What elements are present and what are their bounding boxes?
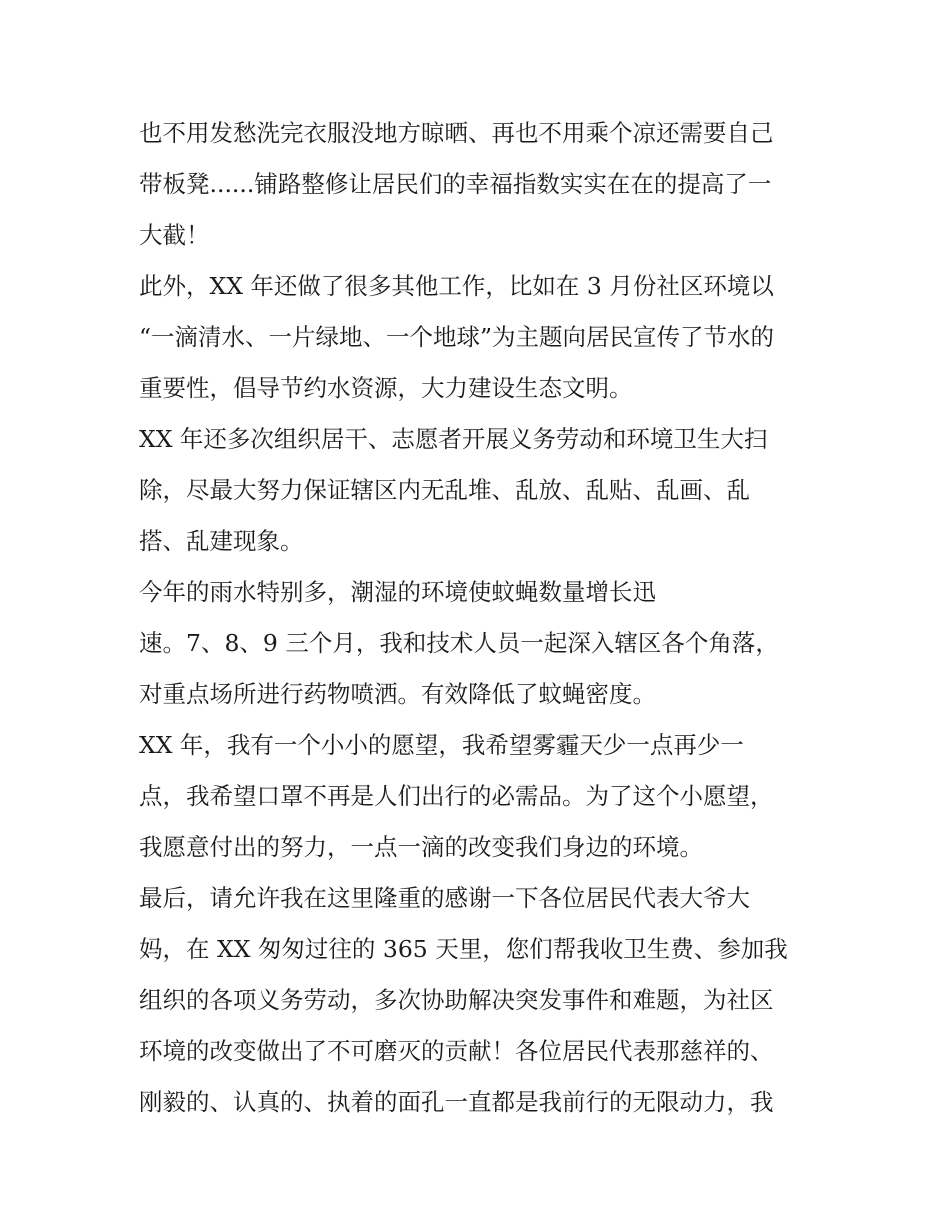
text-line: 点，我希望口罩不再是人们出行的必需品。为了这个小愿望，	[139, 782, 774, 810]
text-line: 刚毅的、认真的、执着的面孔一直都是我前行的无限动力，我	[139, 1088, 774, 1116]
text-line: 也不用发愁洗完衣服没地方晾晒、再也不用乘个凉还需要自己	[139, 119, 774, 147]
text-line: 速。7、8、9 三个月，我和技术人员一起深入辖区各个角落，	[139, 629, 779, 657]
text-line: 最后，请允许我在这里隆重的感谢一下各位居民代表大爷大	[139, 884, 750, 912]
text-line: 今年的雨水特别多，潮湿的环境使蚊蝇数量增长迅	[139, 578, 656, 606]
text-line: 妈，在 XX 匆匆过往的 365 天里，您们帮我收卫生费、参加我	[139, 935, 788, 963]
text-line: 带板凳......铺路整修让居民们的幸福指数实实在在的提高了一	[139, 170, 772, 198]
text-line: “一滴清水、一片绿地、一个地球”为主题向居民宣传了节水的	[139, 323, 775, 351]
text-line: 大截！	[139, 221, 210, 249]
text-line: 重要性，倡导节约水资源，大力建设生态文明。	[139, 374, 633, 402]
text-line: 对重点场所进行药物喷洒。有效降低了蚊蝇密度。	[139, 680, 656, 708]
text-line: 除，尽最大努力保证辖区内无乱堆、乱放、乱贴、乱画、乱	[139, 476, 750, 504]
text-line: 此外，XX 年还做了很多其他工作，比如在 3 月份社区环境以	[139, 272, 774, 300]
document-body	[139, 108, 819, 1128]
text-line: 环境的改变做出了不可磨灭的贡献！各位居民代表那慈祥的、	[139, 1037, 774, 1065]
text-line: 我愿意付出的努力，一点一滴的改变我们身边的环境。	[139, 833, 703, 861]
text-line: 组织的各项义务劳动，多次协助解决突发事件和难题，为社区	[139, 986, 774, 1014]
text-line: 搭、乱建现象。	[139, 527, 304, 555]
text-line: XX 年还多次组织居干、志愿者开展义务劳动和环境卫生大扫	[139, 425, 768, 453]
text-line: XX 年，我有一个小小的愿望，我希望雾霾天少一点再少一	[139, 731, 744, 759]
